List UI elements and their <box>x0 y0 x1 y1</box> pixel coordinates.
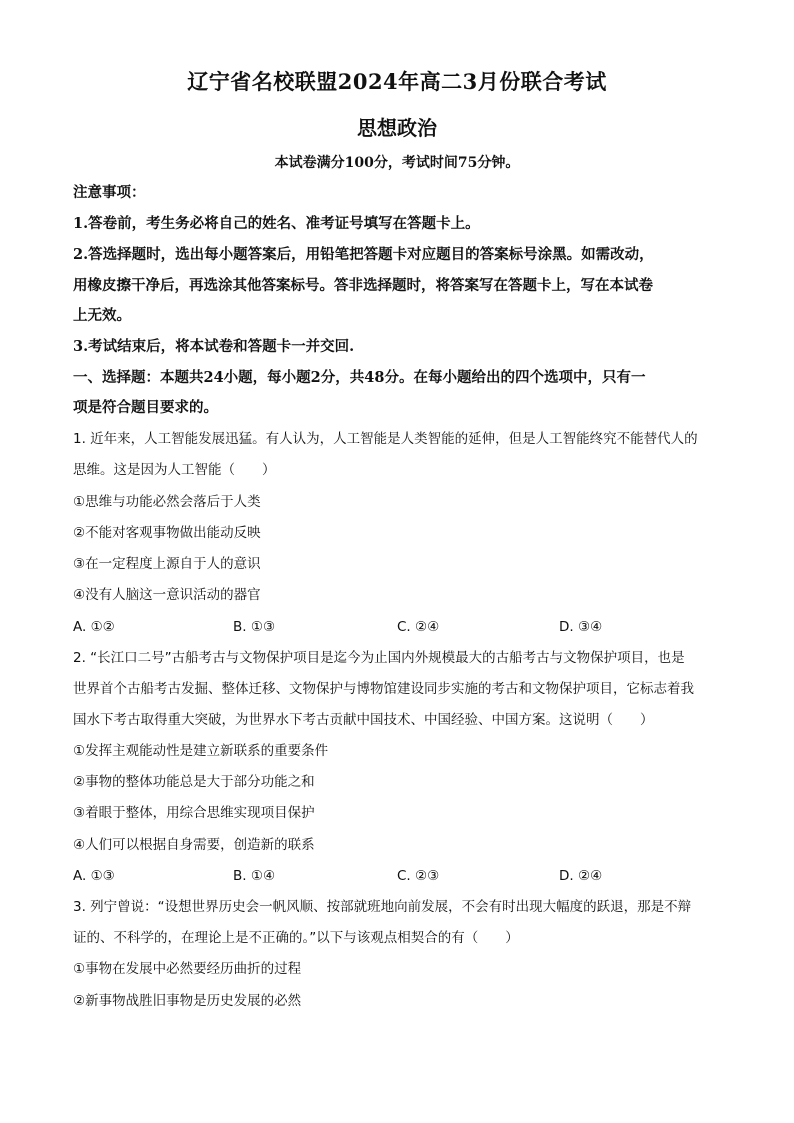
question-1-option-c[interactable]: C. ②④ <box>397 619 440 635</box>
question-3-statement-2: ②新事物战胜旧事物是历史发展的必然 <box>73 993 302 1009</box>
exam-info: 本试卷满分100分，考试时间75分钟。 <box>274 155 520 171</box>
exam-title: 辽宁省名校联盟2024年高二3月份联合考试 <box>187 69 607 94</box>
section-heading-line-1: 一、选择题：本题共24小题，每小题2分，共48分。在每小题给出的四个选项中，只有一 <box>73 369 646 386</box>
question-2-statement-3: ③着眼于整体，用综合思维实现项目保护 <box>73 805 315 821</box>
note-2-line-3: 上无效。 <box>73 307 131 324</box>
question-2-line-1: 2. “长江口二号”古船考古与文物保护项目是迄今为止国内外规模最大的古船考古与文物保护项目，也是 <box>73 650 685 666</box>
question-1-option-b[interactable]: B. ①③ <box>233 619 276 635</box>
question-1-option-a[interactable]: A. ①② <box>73 619 115 635</box>
question-1-statement-2: ②不能对客观事物做出能动反映 <box>73 525 261 541</box>
question-1-statement-1: ①思维与功能必然会落后于人类 <box>73 494 261 510</box>
question-3-statement-1: ①事物在发展中必然要经历曲折的过程 <box>73 961 302 977</box>
exam-subject: 思想政治 <box>357 116 437 140</box>
question-2-option-c[interactable]: C. ②③ <box>397 868 440 884</box>
question-2-statement-4: ④人们可以根据自身需要，创造新的联系 <box>73 837 315 853</box>
notes-heading: 注意事项： <box>73 184 146 201</box>
question-2-statement-2: ②事物的整体功能总是大于部分功能之和 <box>73 774 315 790</box>
question-1-options <box>73 617 723 637</box>
question-2-option-a[interactable]: A. ①③ <box>73 868 115 884</box>
question-1-line-2: 思维。这是因为人工智能（ ） <box>73 462 276 478</box>
question-2-line-3: 国水下考古取得重大突破，为世界水下考古贡献中国技术、中国经验、中国方案。这说明（ ） <box>73 712 654 728</box>
section-heading-line-2: 项是符合题目要求的。 <box>73 399 218 416</box>
question-3-line-1: 3. 列宁曾说：“设想世界历史会一帆风顺、按部就班地向前发展，不会有时出现大幅度的跃退，那是不辩 <box>73 899 692 915</box>
question-1-statement-4: ④没有人脑这一意识活动的器官 <box>73 587 261 603</box>
question-1-option-d[interactable]: D. ③④ <box>559 619 603 635</box>
question-2-statement-1: ①发挥主观能动性是建立新联系的重要条件 <box>73 743 329 759</box>
note-1: 1.答卷前，考生务必将自己的姓名、准考证号填写在答题卡上。 <box>73 215 480 232</box>
note-2-line-1: 2.答选择题时，选出每小题答案后，用铅笔把答题卡对应题目的答案标号涂黑。如需改动， <box>73 246 654 263</box>
question-1-statement-3: ③在一定程度上源自于人的意识 <box>73 556 261 572</box>
question-3-line-2: 证的、不科学的，在理论上是不正确的。”以下与该观点相契合的有（ ） <box>73 930 519 946</box>
note-2-line-2: 用橡皮擦干净后，再选涂其他答案标号。答非选择题时，将答案写在答题卡上，写在本试卷 <box>73 277 653 294</box>
question-2-option-b[interactable]: B. ①④ <box>233 868 276 884</box>
question-2-options <box>73 866 723 886</box>
question-1-line-1: 1. 近年来，人工智能发展迅猛。有人认为，人工智能是人类智能的延伸，但是人工智能终究不能替代人的 <box>73 431 698 447</box>
question-2-line-2: 世界首个古船考古发掘、整体迁移、文物保护与博物馆建设同步实施的考古和文物保护项目，它标志着我 <box>73 681 694 697</box>
note-3: 3.考试结束后，将本试卷和答题卡一并交回. <box>73 338 355 355</box>
question-2-option-d[interactable]: D. ②④ <box>559 868 603 884</box>
